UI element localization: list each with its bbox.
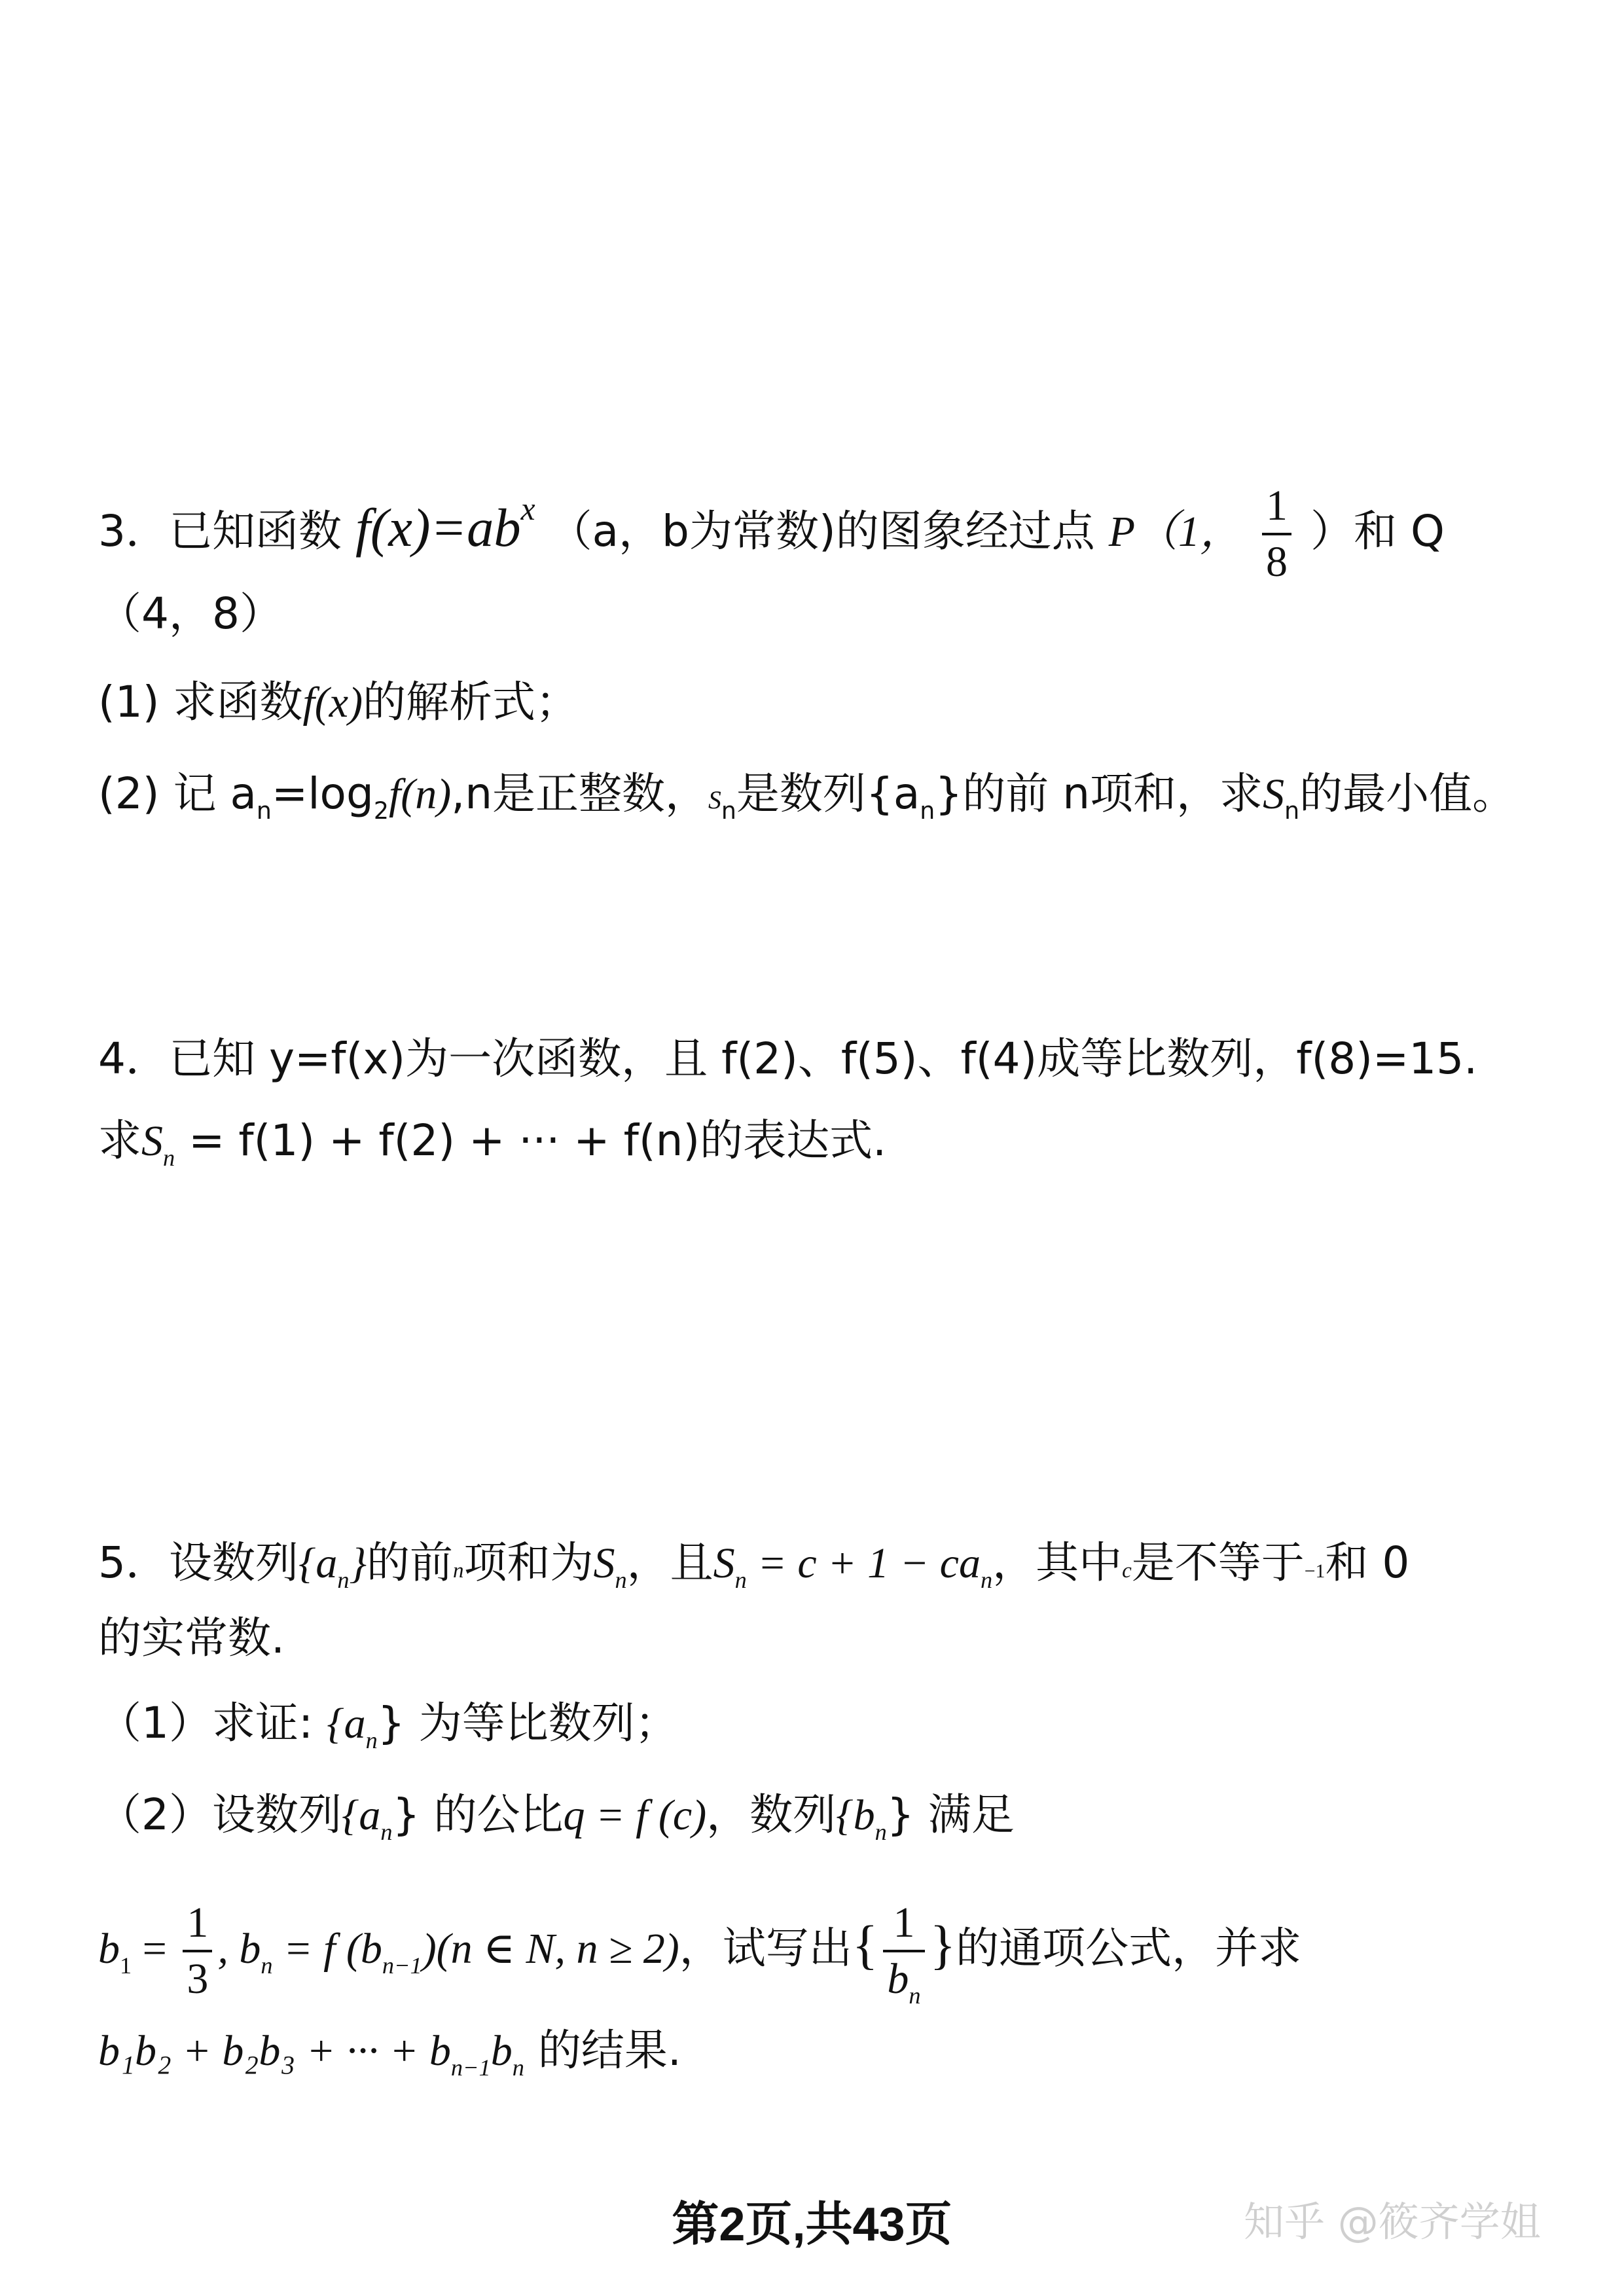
q5-expr-sub: n−1 — [450, 2054, 491, 2081]
q5-sn2: S — [713, 1539, 735, 1587]
q5-pre: 5．设数列 — [98, 1537, 298, 1588]
q5-sn: S — [593, 1539, 615, 1587]
q5-part2 — [98, 1789, 1015, 1846]
q5-part2-an: {a — [342, 1791, 381, 1839]
q3-part1-fx: f(x) — [302, 679, 363, 726]
q5-part2-mid: } 的公比 — [392, 1789, 564, 1840]
q4-line1: 4．已知 y=f(x)为一次函数，且 f(2)、f(5)、f(4)成等比数列，f(8)=15. — [98, 1033, 1478, 1084]
q3-function — [355, 491, 535, 558]
q5-eq-sub: n — [980, 1567, 993, 1594]
q3-part2-post1: ,n是正整数， — [451, 768, 709, 819]
q5-part2-q: q = f (c) — [563, 1791, 707, 1839]
q5-b1: b — [98, 1925, 120, 1973]
q5-frac-inv — [883, 1899, 924, 2009]
q3-number: 3．已知函数 — [98, 506, 342, 557]
q5-neg1: −1 — [1304, 1561, 1326, 1582]
q3-part1 — [98, 677, 579, 727]
q5-frac-inv-num: 1 — [883, 1901, 924, 1952]
q5-end: 和 0 — [1325, 1537, 1410, 1588]
q5-frac-third-num: 1 — [183, 1901, 212, 1952]
q3-part2-pre: (2) 记 a — [98, 768, 257, 819]
q5-an-sub: n — [337, 1567, 350, 1594]
q3-part2-sub-n3: n — [920, 797, 935, 825]
q5-part2c — [98, 2025, 681, 2081]
q4-sub-n: n — [163, 1145, 175, 1172]
q5-expr: b₁b₂ + b₂b₃ + ··· + b — [98, 2027, 451, 2075]
q5-c: c — [1122, 1559, 1132, 1583]
q4-line2-pre: 求 — [98, 1115, 141, 1166]
q5-mid4: ，其中 — [992, 1537, 1123, 1588]
q5-frac-inv-b: b — [887, 1955, 909, 2003]
q5-rest3: )(n ∈ N, n ≥ 2) — [422, 1925, 679, 1973]
q5-part2b: $b_1$ = $\frac{1}{3}$ , $b_n = f$ $(b_{n-1})(n$ ∈ N, n ≥ 2)，试写出{ $\frac{1}{b_n}$ }的通项公式，并求 — [98, 1899, 1302, 2009]
q3-part2-sub2: 2 — [373, 797, 389, 825]
q3-func-text: f(x)=ab — [355, 497, 521, 558]
q3-part2-post3: }的前 n项和，求 — [935, 768, 1263, 819]
q5-mid2: 项和为 — [463, 1537, 594, 1588]
q5-an-close: } — [349, 1539, 367, 1587]
q5-eq1: = — [132, 1925, 178, 1973]
q5-part2-post1: ，数列 — [706, 1789, 837, 1840]
q4-line2-post: = f(1) + f(2) + ··· + f(n)的表达式. — [175, 1115, 887, 1166]
q5-part2-post2: } 满足 — [886, 1789, 1015, 1840]
q3-part2-post4: 的最小值。 — [1299, 768, 1516, 819]
q5-part1 — [98, 1698, 678, 1754]
q5-expr-post: 的结果. — [524, 2025, 681, 2075]
q5-rest: , b — [217, 1925, 261, 1973]
q5-part2b-post2: 的通项公式，并求 — [956, 1923, 1302, 1974]
q3-line2: （4，8） — [98, 588, 283, 639]
q3-params: （a，b为常数)的图象经过点 — [549, 506, 1095, 557]
q5-part1-sub: n — [365, 1727, 378, 1754]
q5-mid5: 是不等于 — [1131, 1537, 1305, 1588]
q5-line1 — [98, 1537, 1410, 1594]
q3-frac-num: 1 — [1262, 484, 1291, 535]
q5-line2: 的实常数. — [98, 1613, 285, 1663]
q4-line2 — [98, 1115, 887, 1172]
q3-fraction — [1262, 484, 1291, 584]
q5-expr2: b — [490, 2027, 513, 2075]
q5-part1-an: {a — [327, 1700, 366, 1748]
q4-sn: S — [141, 1117, 163, 1165]
q5-part2-sub: n — [380, 1819, 393, 1846]
q5-eq: = c + 1 − ca — [746, 1539, 981, 1587]
q5-part2-bn: {b — [836, 1791, 875, 1839]
q3-frac-den: 8 — [1266, 538, 1288, 586]
q3-part2-mid: =log — [271, 768, 374, 819]
q5-mid3: ，且 — [626, 1537, 713, 1588]
q5-an: {a — [298, 1539, 338, 1587]
q3-line1 — [98, 484, 1445, 584]
q3-part2 — [98, 768, 1516, 825]
q3-exp: x — [520, 491, 535, 528]
q3-part2-fn: f(n) — [388, 770, 452, 818]
q3-part2-sn-small: S — [708, 785, 721, 814]
q5-mid1: 的前 — [366, 1537, 453, 1588]
q3-tail: ）和 Q — [1310, 506, 1445, 557]
q5-part2-bn-sub: n — [875, 1819, 887, 1846]
q5-part1-post: } 为等比数列； — [377, 1698, 678, 1748]
q3-part1-pre: (1) 求函数 — [98, 677, 303, 727]
q5-n: n — [452, 1559, 464, 1583]
q5-rest2: = f (b — [272, 1925, 382, 1973]
q5-frac-inv-den: $b_n$ — [887, 1955, 921, 2009]
q3-part2-post2: 是数列{a — [736, 768, 920, 819]
q3-point-p: P（1， — [1108, 508, 1244, 556]
q5-part2b-post1: ，试写出 — [679, 1923, 852, 1974]
q3-part2-sn: S — [1263, 770, 1285, 818]
q3-part1-post: 的解析式； — [363, 677, 579, 727]
q5-frac-third — [183, 1901, 212, 2001]
q5-part2-pre: （2）设数列 — [98, 1789, 342, 1840]
q5-expr2-sub: n — [512, 2054, 524, 2081]
q5-part1-pre: （1）求证: — [98, 1698, 327, 1748]
q3-part2-sub-n4: n — [1284, 797, 1300, 825]
q5-frac-third-den: 3 — [187, 1955, 209, 2003]
q5-sn2-sub: n — [734, 1567, 747, 1594]
watermark: 知乎 @筱齐学姐 — [1244, 2198, 1541, 2246]
q3-part2-sub-n: n — [256, 797, 272, 825]
q5-sn-sub: n — [615, 1567, 627, 1594]
q3-part2-sub-n2: n — [721, 797, 736, 825]
page-number: 第2页,共43页 — [672, 2198, 952, 2251]
